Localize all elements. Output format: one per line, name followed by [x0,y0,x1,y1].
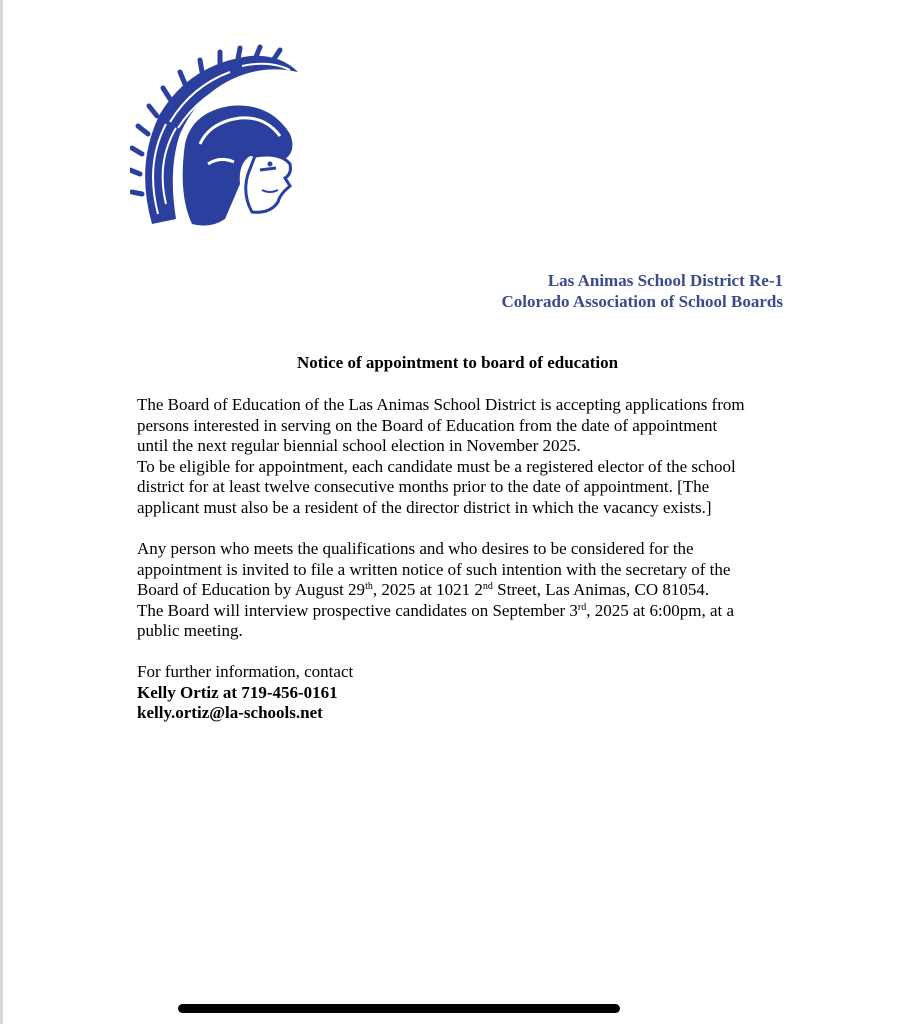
ordinal-suffix: rd [577,601,587,613]
spartan-helmet-logo [130,44,305,234]
address-text: , 2025 at 1021 2 [372,580,483,600]
contact-name-phone: Kelly Ortiz at 719-456-0161 [137,682,338,702]
notice-title: Notice of appointment to board of education [296,353,619,372]
notice-paragraph-2 [137,539,797,642]
text-line: Any person who meets the qualifications and who desires to be considered for the [137,539,694,558]
association-name: Colorado Association of School Boards [501,292,783,311]
text-line: applicant must also be a resident of the director district in which the vacancy exists.] [137,497,712,517]
ordinal-suffix: th [365,581,373,593]
ordinal-suffix: nd [482,581,493,593]
contact-block [137,662,797,724]
district-header [502,270,783,312]
text-line: To be eligible for appointment, each candidate must be a registered elector of the school [137,456,736,476]
home-indicator[interactable] [178,1004,620,1013]
interview-text: , 2025 at 6:00pm, at a [586,600,735,620]
text-line: appointment is invited to file a written notice of such intention with the secretary of the [137,559,731,579]
text-line: district for at least twelve consecutive months prior to the date of appointment. [The [137,477,710,497]
text-line [137,580,797,601]
page-left-edge [0,0,3,1024]
address-text: Street, Las Animas, CO 81054. [492,580,710,600]
text-line [137,601,797,622]
contact-intro: For further information, contact [137,662,354,681]
deadline-text: Board of Education by August 29 [137,580,366,600]
text-line: The Board of Education of the Las Animas School District is accepting applications from [137,395,745,414]
text-line: public meeting. [137,621,243,641]
notice-paragraph-1 [137,395,797,519]
district-name: Las Animas School District Re-1 [547,271,783,290]
text-line: persons interested in serving on the Board of Education from the date of appointment [137,415,718,435]
text-line: until the next regular biennial school election in November 2025. [137,436,581,456]
contact-email[interactable]: kelly.ortiz@la-schools.net [137,703,323,723]
interview-text: The Board will interview prospective candidates on September 3 [137,600,578,620]
